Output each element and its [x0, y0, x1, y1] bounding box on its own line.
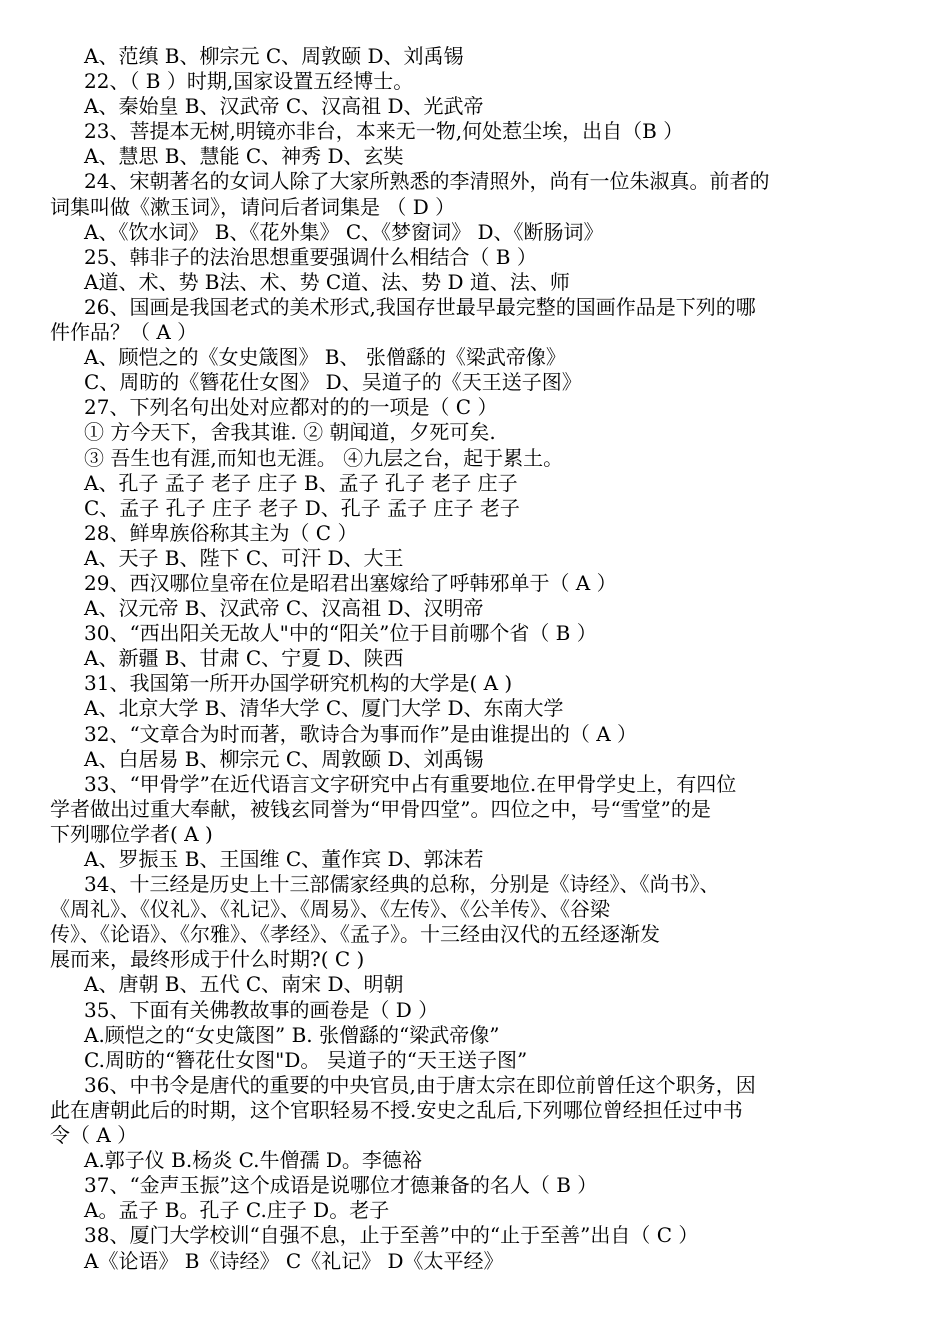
text-line: A道、术、势 B法、术、势 C道、法、势 D 道、法、师	[84, 269, 570, 294]
text-line: 25、韩非子的法治思想重要强调什么相结合（ B ）	[84, 244, 537, 269]
text-line: 令（ A ）	[50, 1123, 138, 1148]
text-line: A.郭子仪 B.杨炎 C.牛僧孺 D。李德裕	[84, 1148, 422, 1173]
text-line: A、孔子 孟子 老子 庄子 B、孟子 孔子 老子 庄子	[84, 470, 518, 495]
text-line: A、慧思 B、慧能 C、神秀 D、玄奘	[84, 144, 404, 169]
text-line: A。孟子 B。孔子 C.庄子 D。老子	[84, 1198, 390, 1223]
text-line: A《论语》 B《诗经》 C《礼记》 D《太平经》	[84, 1248, 504, 1273]
text-line: 27、下列名句出处对应都对的的一项是（ C ）	[84, 395, 498, 420]
text-line: A、《饮水词》 B、《花外集》 C、《梦窗词》 D、《断肠词》	[84, 219, 604, 244]
text-line: A、罗振玉 B、王国维 C、董作宾 D、郭沫若	[84, 847, 484, 871]
text-line: 29、西汉哪位皇帝在位是昭君出塞嫁给了呼韩邪单于（ A ）	[84, 570, 617, 595]
text-line: 33、“甲骨学”在近代语言文字研究中占有重要地位.在甲骨学史上，有四位	[84, 771, 737, 796]
text-line: 《周礼》、《仪礼》、《礼记》、《周易》、《左传》、《公羊传》、《谷梁	[50, 897, 610, 922]
text-line: 28、鲜卑族俗称其主为（ C ）	[84, 520, 358, 545]
text-line: C、周昉的《簪花仕女图》 D、吴道子的《天王送子图》	[84, 370, 582, 395]
text-line: A.顾恺之的“女史箴图” B. 张僧繇的“梁武帝像”	[84, 1022, 500, 1047]
text-line: 传》、《论语》、《尔雅》、《孝经》、《孟子》。十三经由汉代的五经逐渐发	[50, 922, 660, 947]
text-line: 34、十三经是历史上十三部儒家经典的总称，分别是《诗经》、《尚书》、	[84, 872, 720, 897]
text-line: A、唐朝 B、五代 C、南宋 D、明朝	[84, 972, 404, 997]
text-line: ① 方今天下，舍我其谁. ② 朝闻道，夕死可矣.	[84, 420, 496, 445]
text-line: 展而来，最终形成于什么时期?( C )	[50, 947, 365, 972]
text-line: 24、宋朝著名的女词人除了大家所熟悉的李清照外，尚有一位朱淑真。前者的	[84, 169, 770, 194]
text-line: 件作品？（ A ）	[50, 320, 198, 345]
text-line: C、孟子 孔子 庄子 老子 D、孔子 孟子 庄子 老子	[84, 495, 520, 520]
text-line: 37、“金声玉振”这个成语是说哪位才德兼备的名人（ B ）	[84, 1173, 598, 1198]
text-line: A、范缜 B、柳宗元 C、周敦颐 D、刘禹锡	[84, 44, 464, 68]
text-line: A、汉元帝 B、汉武帝 C、汉高祖 D、汉明帝	[84, 596, 484, 621]
text-line: 32、“文章合为时而著，歌诗合为事而作”是由谁提出的（ A ）	[84, 721, 638, 746]
text-line: ③ 吾生也有涯,而知也无涯。 ④九层之台，起于累土。	[84, 445, 564, 470]
text-line: A、新疆 B、甘肃 C、宁夏 D、陕西	[84, 646, 404, 671]
text-line: 31、我国第一所开办国学研究机构的大学是( A )	[84, 671, 513, 696]
text-line: 36、中书令是唐代的重要的中央官员,由于唐太宗在即位前曾任这个职务，因	[84, 1072, 756, 1097]
text-line: A、顾恺之的《女史箴图》 B、 张僧繇的《梁武帝像》	[84, 345, 566, 370]
text-line: 此在唐朝此后的时期，这个官职轻易不授.安史之乱后,下列哪位曾经担任过中书	[50, 1097, 743, 1122]
text-line: A、天子 B、陛下 C、可汗 D、大王	[84, 545, 404, 570]
text-line: 23、菩提本无树,明镜亦非台，本来无一物,何处惹尘埃，出自（B ）	[84, 119, 684, 144]
text-line: 22、（ B ）时期,国家设置五经博士。	[84, 69, 414, 94]
text-line: 30、“西出阳关无故人"中的“阳关”位于目前哪个省（ B ）	[84, 621, 597, 646]
text-line: C.周昉的“簪花仕女图"D。 吴道子的“天王送子图”	[84, 1047, 528, 1072]
text-line: A、秦始皇 B、汉武帝 C、汉高祖 D、光武帝	[84, 94, 484, 119]
text-line: 词集叫做《漱玉词》，请问后者词集是 （ D ）	[50, 194, 456, 219]
document-body	[50, 44, 910, 1274]
text-line: A、白居易 B、柳宗元 C、周敦颐 D、刘禹锡	[84, 746, 484, 771]
text-line: 35、下面有关佛教故事的画卷是（ D ）	[84, 997, 439, 1022]
text-line: 38、厦门大学校训“自强不息，止于至善”中的“止于至善”出自（ C ）	[84, 1223, 699, 1248]
text-line: 26、国画是我国老式的美术形式,我国存世最早最完整的国画作品是下列的哪	[84, 294, 756, 319]
text-line: A、北京大学 B、清华大学 C、厦门大学 D、东南大学	[84, 696, 564, 721]
text-line: 学者做出过重大奉献，被钱玄同誉为“甲骨四堂”。四位之中，号“雪堂”的是	[50, 796, 711, 821]
text-line: 下列哪位学者( A )	[50, 821, 213, 846]
